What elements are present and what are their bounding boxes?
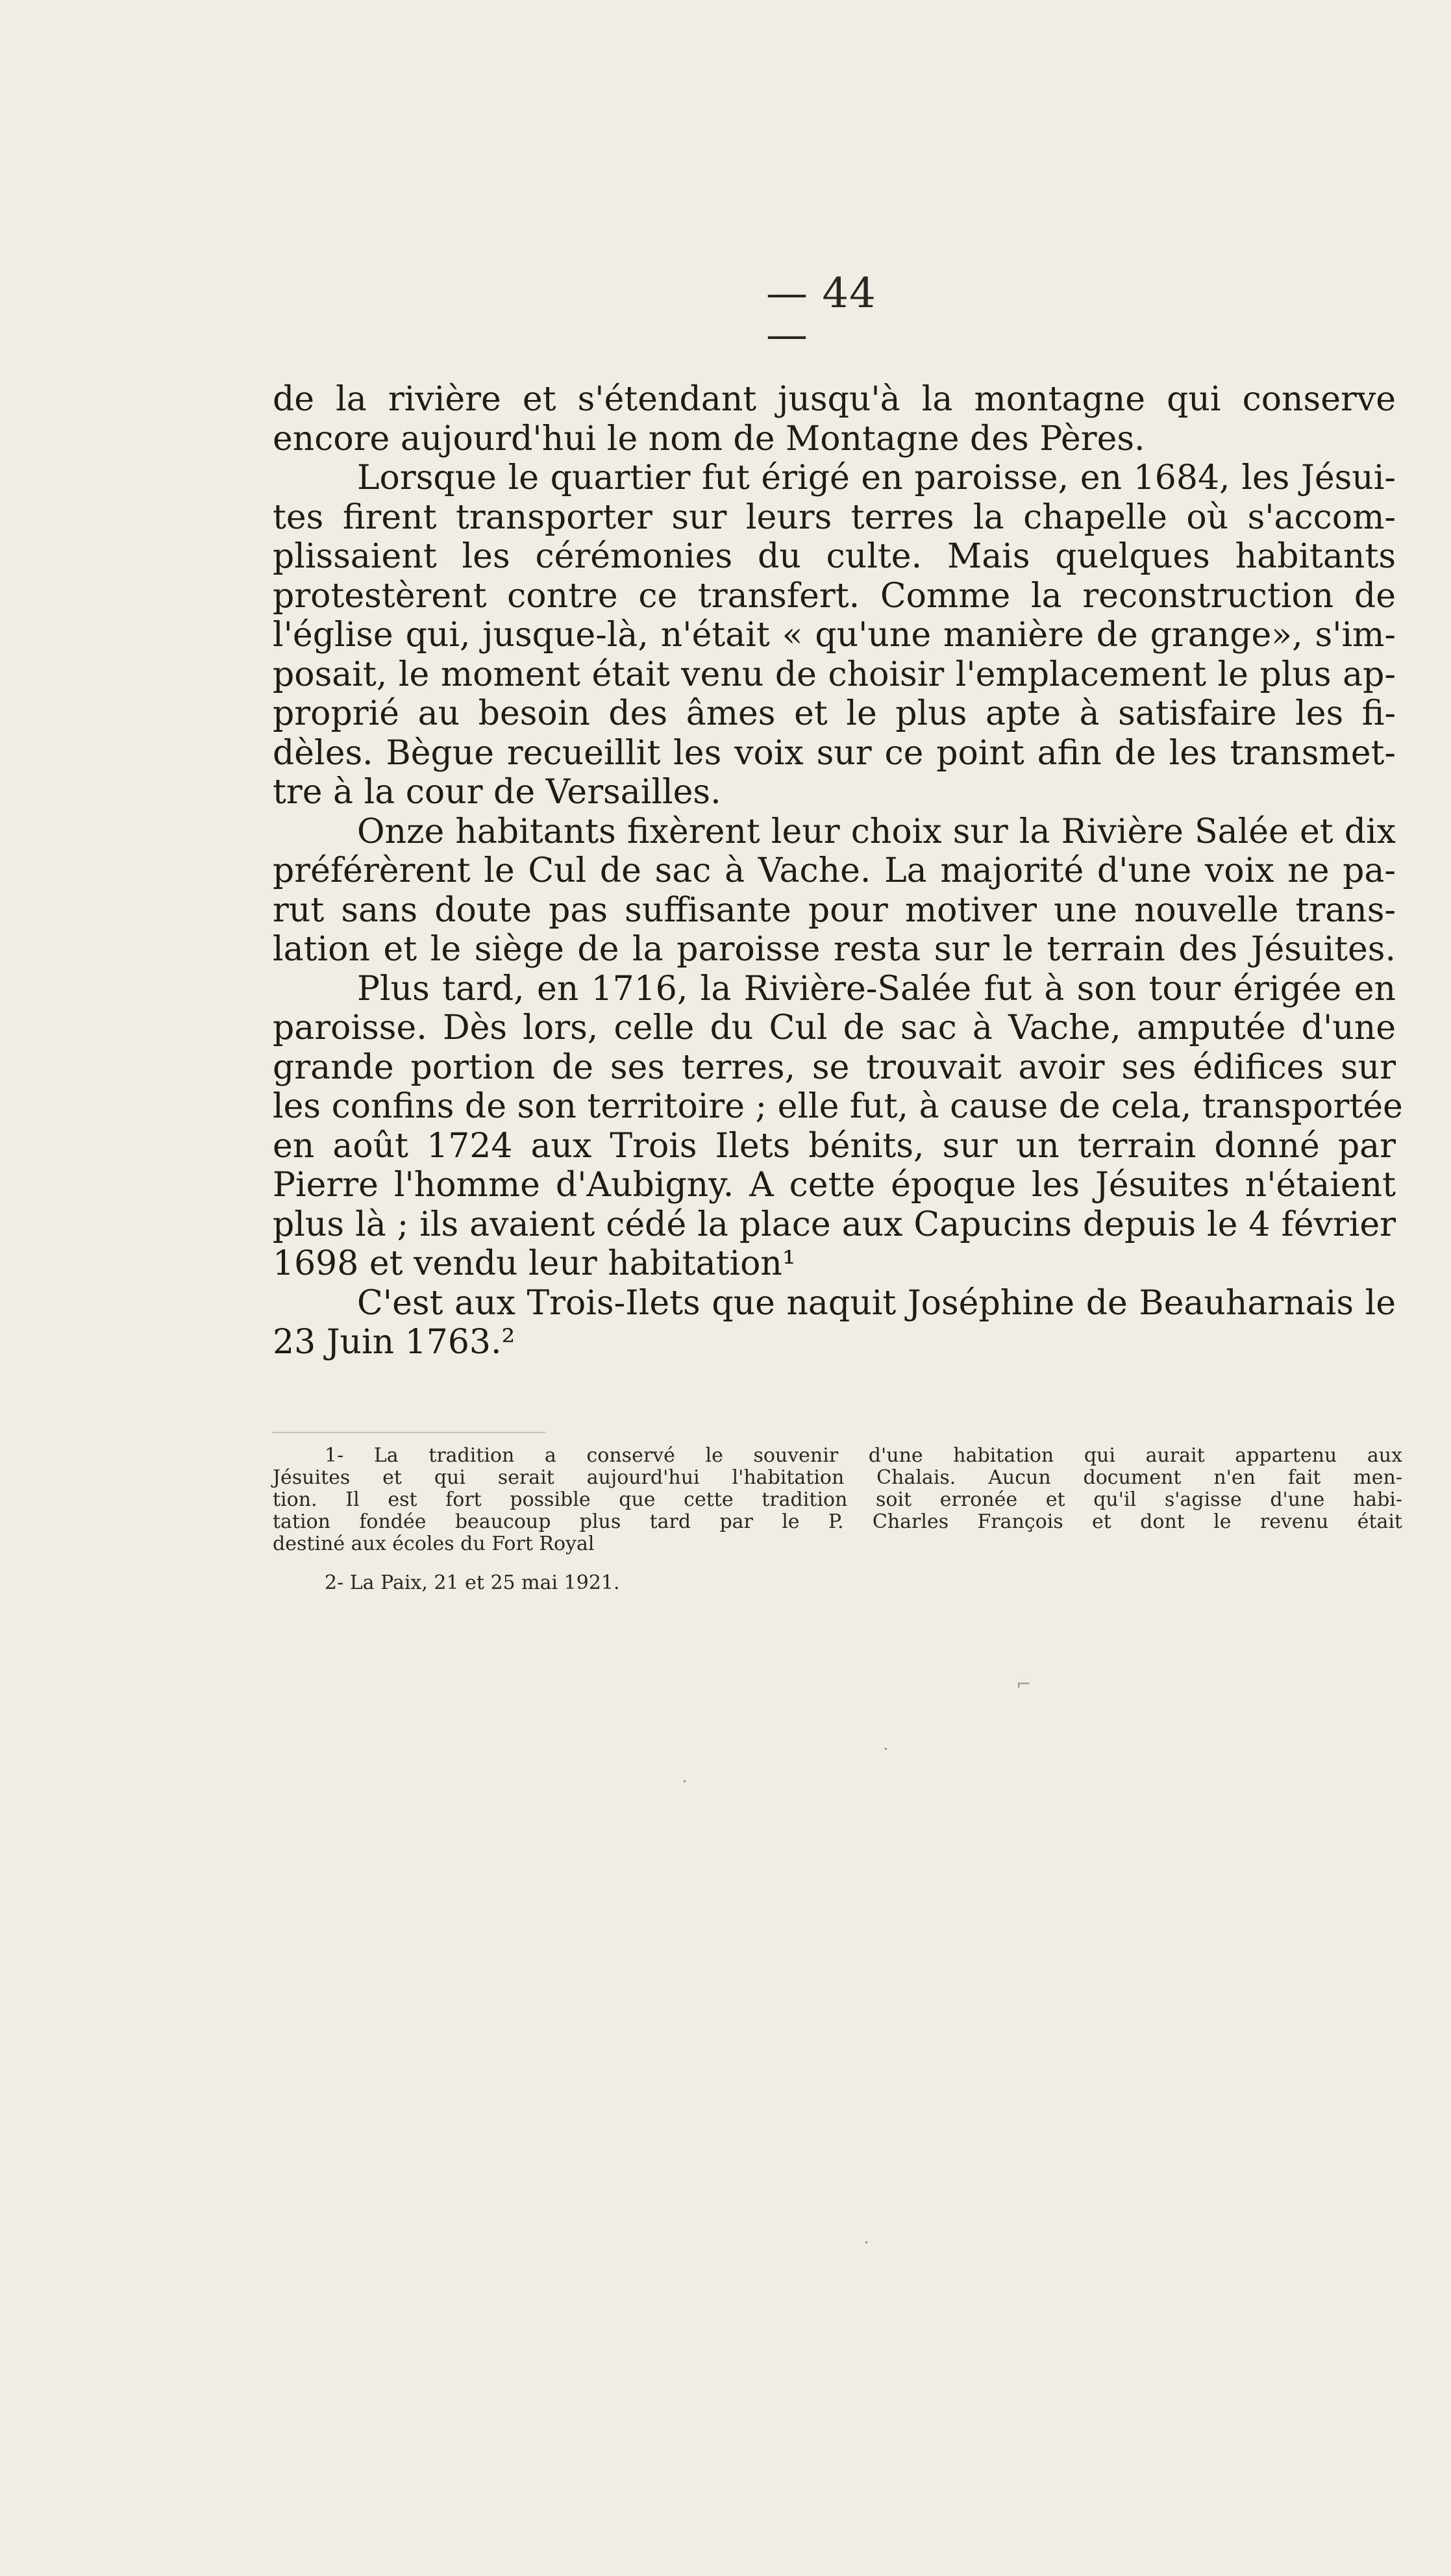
text-line: tes firent transporter sur leurs terres la chapelle où s'accom- bbox=[273, 497, 1396, 537]
text-line: Onze habitants fixèrent leur choix sur la Rivière Salée et dix bbox=[357, 812, 1396, 851]
text-line: les confins de son territoire ; elle fut, à cause de cela, transportée bbox=[273, 1087, 1403, 1126]
scan-speck: · bbox=[682, 1771, 688, 1792]
scan-speck: ⌐ bbox=[1016, 1673, 1032, 1695]
text-line: Pierre l'homme d'Aubigny. A cette époque les Jésuites n'étaient bbox=[273, 1166, 1396, 1205]
text-line: encore aujourd'hui le nom de Montagne des Pères. bbox=[273, 419, 1145, 458]
text-line: lation et le siège de la paroisse resta sur le terrain des Jésuites. bbox=[273, 930, 1396, 969]
text-line: 1698 et vendu leur habitation¹ bbox=[273, 1244, 796, 1283]
scan-speck: · bbox=[863, 2232, 869, 2253]
footnote-1-line: tation fondée beaucoup plus tard par le P. Charles François et dont le revenu était bbox=[273, 1510, 1402, 1533]
text-line: C'est aux Trois-Ilets que naquit Joséphine de Beauharnais le bbox=[357, 1283, 1396, 1323]
text-line: l'église qui, jusque-là, n'était « qu'une manière de grange», s'im- bbox=[273, 616, 1396, 655]
footnote-1-line: Jésuites et qui serait aujourd'hui l'habitation Chalais. Aucun document n'en fait men- bbox=[273, 1466, 1402, 1489]
text-line: tre à la cour de Versailles. bbox=[273, 773, 721, 812]
footnote-1-line: tion. Il est fort possible que cette tradition soit erronée et qu'il s'agisse d'une habi- bbox=[273, 1488, 1402, 1511]
footnote-2: 2- La Paix, 21 et 25 mai 1921. bbox=[325, 1571, 620, 1594]
text-line: grande portion de ses terres, se trouvait avoir ses édifices sur bbox=[273, 1047, 1396, 1087]
footnotes bbox=[273, 1445, 1402, 1594]
text-line: Lorsque le quartier fut érigé en paroisse, en 1684, les Jésui- bbox=[357, 458, 1396, 497]
text-line: proprié au besoin des âmes et le plus apte à satisfaire les fi- bbox=[273, 694, 1396, 733]
text-line: paroisse. Dès lors, celle du Cul de sac à Vache, amputée d'une bbox=[273, 1008, 1396, 1047]
text-line: plissaient les cérémonies du culte. Mais quelques habitants bbox=[273, 537, 1396, 576]
text-line: préférèrent le Cul de sac à Vache. La majorité d'une voix ne pa- bbox=[273, 851, 1396, 890]
scan-speck: · bbox=[883, 1738, 889, 1760]
text-line: rut sans doute pas suffisante pour motiver une nouvelle trans- bbox=[273, 890, 1396, 930]
text-line: de la rivière et s'étendant jusqu'à la montagne qui conserve bbox=[273, 380, 1396, 419]
text-line: plus là ; ils avaient cédé la place aux Capucins depuis le 4 février bbox=[273, 1205, 1396, 1244]
main-text bbox=[273, 380, 1403, 1362]
page-number: — 44 — bbox=[766, 269, 876, 359]
footnote-1-line: destiné aux écoles du Fort Royal bbox=[273, 1532, 595, 1555]
footnote-divider bbox=[273, 1432, 545, 1433]
text-line: en août 1724 aux Trois Ilets bénits, sur un terrain donné par bbox=[273, 1126, 1396, 1166]
footnote-1-line: 1- La tradition a conservé le souvenir d'une habitation qui aurait appartenu aux bbox=[325, 1444, 1402, 1467]
text-line: dèles. Bègue recueillit les voix sur ce point afin de les transmet- bbox=[273, 733, 1396, 773]
text-line: Plus tard, en 1716, la Rivière-Salée fut à son tour érigée en bbox=[357, 969, 1396, 1008]
text-line: 23 Juin 1763.² bbox=[273, 1323, 515, 1362]
text-line: posait, le moment était venu de choisir l'emplacement le plus ap- bbox=[273, 655, 1396, 694]
text-line: protestèrent contre ce transfert. Comme la reconstruction de bbox=[273, 576, 1396, 616]
